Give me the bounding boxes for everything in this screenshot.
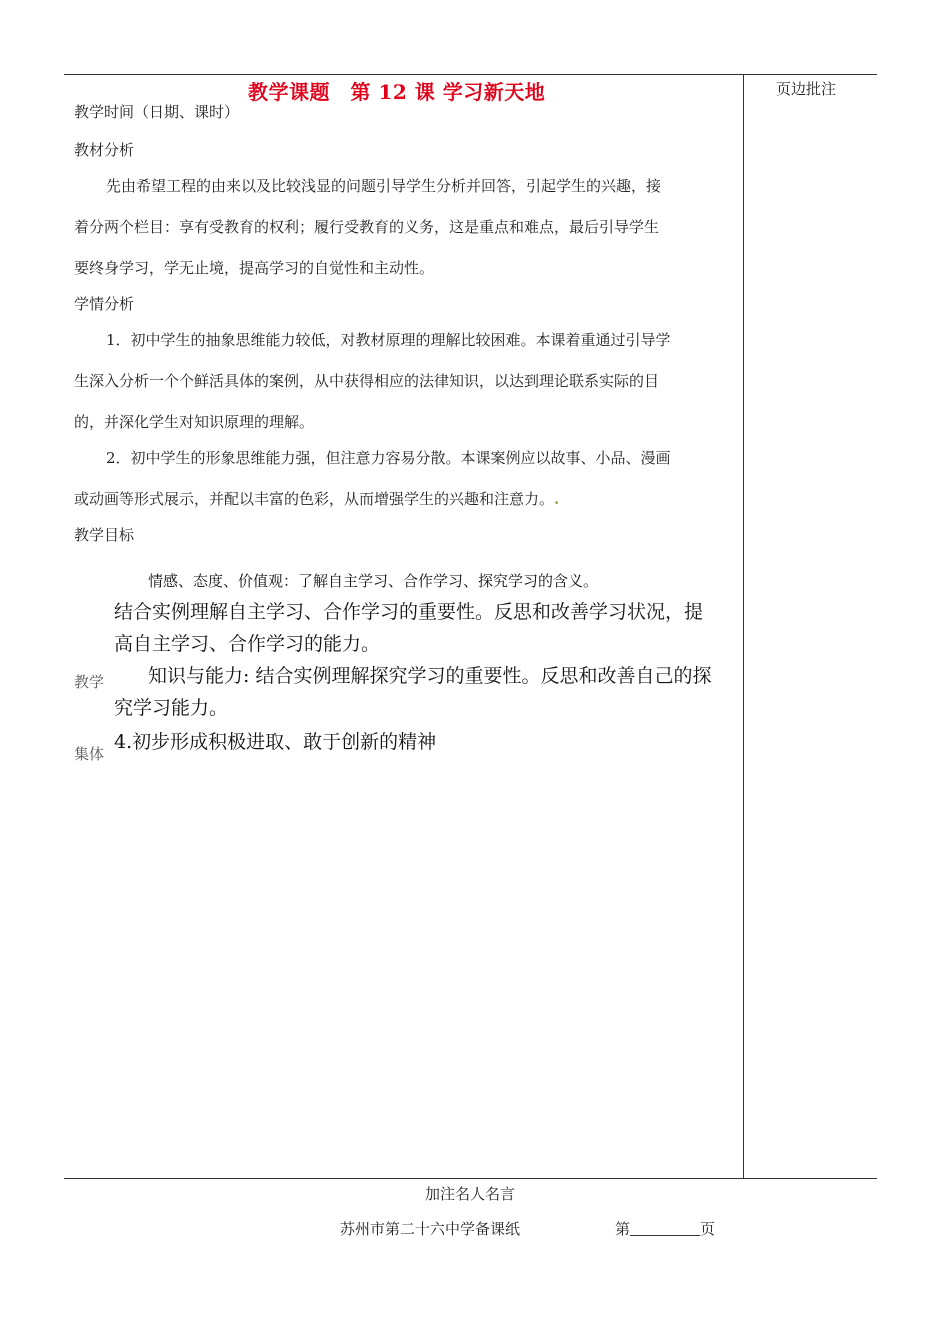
goal-line-2: 结合实例理解自主学习、合作学习的重要性。反思和改善学习状况，提	[114, 601, 704, 623]
top-rule	[64, 74, 877, 75]
student-line-5	[74, 489, 559, 509]
stray-dot: .	[554, 490, 560, 508]
student-line-2: 生深入分析一个个鲜活具体的案例，从中获得相应的法律知识，以达到理论联系实际的目	[74, 372, 660, 390]
material-line-3: 要终身学习，学无止境，提高学习的自觉性和主动性。	[74, 259, 435, 277]
page-prefix: 第	[615, 1220, 631, 1238]
goal-line-6: 4.初步形成积极进取、敢于创新的精神	[114, 731, 437, 753]
hidden-label-teaching: 教学	[74, 673, 105, 691]
goal-line-1	[148, 568, 598, 593]
page-suffix: 页	[700, 1220, 716, 1238]
material-analysis-label: 教材分析	[74, 141, 135, 159]
student-line-5-text: 或动画等形式展示，并配以丰富的色彩，从而增强学生的兴趣和注意力。	[74, 490, 555, 508]
student-line-4: 2．初中学生的形象思维能力强，但注意力容易分散。本课案例应以故事、小品、漫画	[106, 449, 671, 467]
margin-divider	[743, 74, 744, 1178]
footer-quote: 加注名人名言	[425, 1185, 516, 1203]
footer-school: 苏州市第二十六中学备课纸	[340, 1220, 521, 1238]
lesson-title: 教学课题 第 12 课 学习新天地	[248, 80, 546, 104]
student-line-1: 1．初中学生的抽象思维能力较低，对教材原理的理解比较困难。本课着重通过引导学	[106, 331, 671, 349]
goal-line-3: 高自主学习、合作学习的能力。	[114, 633, 381, 655]
goal-line-5: 究学习能力。	[114, 697, 229, 719]
goal-line-4-text: 知识与能力: 结合实例理解探究学习的重要性。反思和改善自己的探	[148, 665, 712, 687]
student-analysis-label: 学情分析	[74, 295, 135, 313]
teaching-time-label: 教学时间（日期、课时）	[74, 103, 240, 121]
teaching-goals-label: 教学目标	[74, 526, 135, 544]
page-number-blank	[630, 1221, 700, 1236]
goal-line-1-text: 情感、态度、价值观：了解自主学习、合作学习、探究学习的含义。	[148, 572, 599, 590]
hidden-label-collective: 集体	[74, 745, 105, 763]
material-line-2: 着分两个栏目：享有受教育的权利；履行受教育的义务，这是重点和难点，最后引导学生	[74, 218, 660, 236]
bottom-rule	[64, 1178, 877, 1179]
goal-line-4	[148, 664, 711, 689]
student-line-3: 的，并深化学生对知识原理的理解。	[74, 413, 315, 431]
footer-page	[615, 1219, 715, 1239]
material-line-1: 先由希望工程的由来以及比较浅显的问题引导学生分析并回答，引起学生的兴趣，接	[106, 177, 662, 195]
margin-note-label: 页边批注	[776, 80, 837, 98]
